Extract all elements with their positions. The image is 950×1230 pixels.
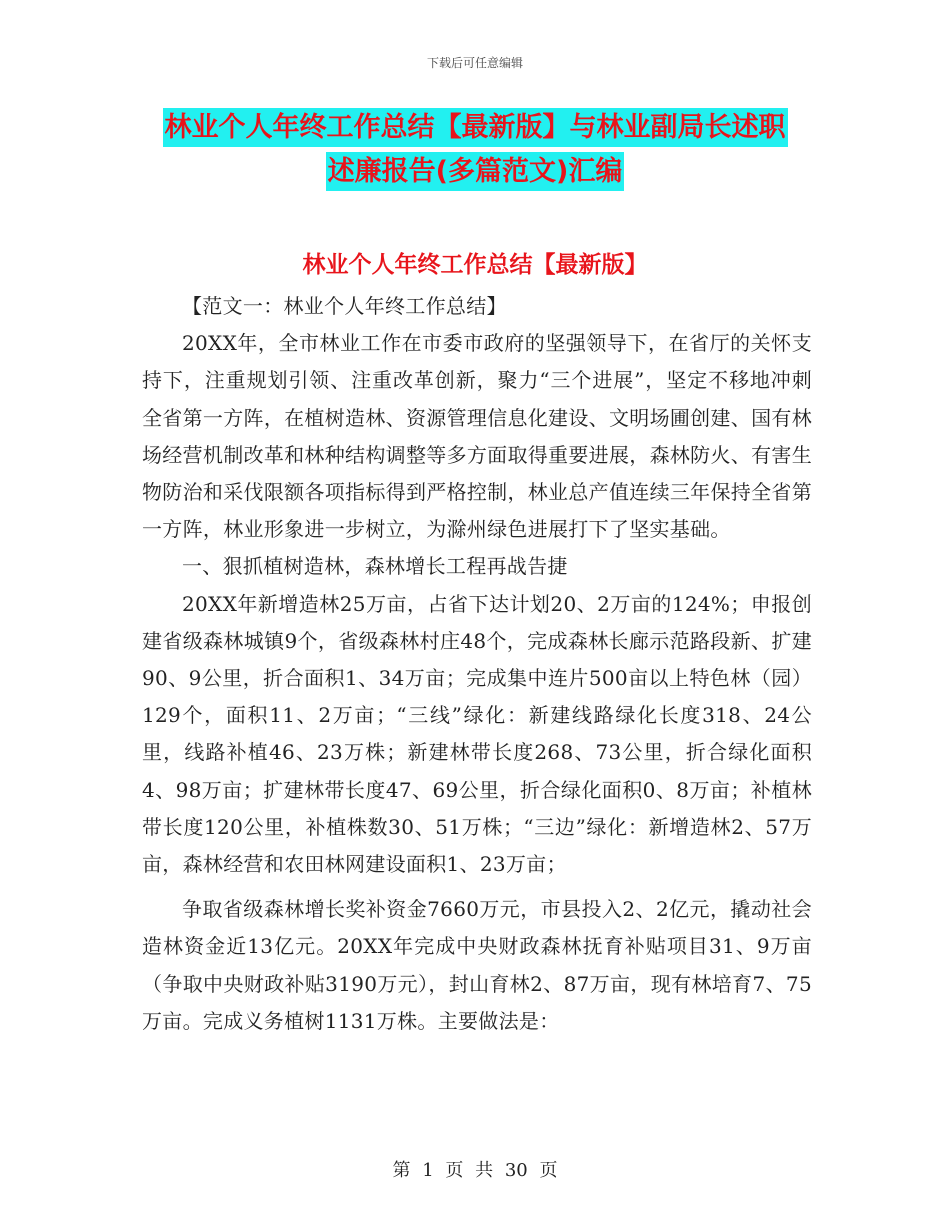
paragraph-afforestation: 20XX年新增造林25万亩，占省下达计划20、2万亩的124%；申报创建省级森林城镇9个，省级森林村庄48个，完成森林长廊示范路段新、扩建90、9公里，折合面积1、34万亩；完成集中连片500亩以上特色林（园）129个，面积11、2万亩；“三线”绿化：新建线路绿化长度318、24公里，线路补植46、23万株；新建林带长度268、73公里，折合绿化面积4、98万亩；扩建林带长度47、69公里，折合绿化面积0、8万亩；补植林带长度120公里，补植株数30、51万株；“三边”绿化：新增造林2、57万亩，森林经营和农田林网建设面积1、23万亩； — [142, 591, 812, 877]
header-note: 下载后可任意编辑 — [426, 56, 523, 70]
title-highlight-1: 林业个人年终工作总结【最新版】与林业副局长述职 — [163, 108, 788, 147]
paragraph-intro: 20XX年，全市林业工作在市委市政府的坚强领导下，在省厅的关怀支持下，注重规划引领、注重改革创新，聚力“三个进展”，坚定不移地冲刺全省第一方阵，在植树造林、资源管理信息化建设、文明场圃创建、国有林场经营机制改革和林种结构调整等多方面取得重要进展，森林防火、有害生物防治和采伐限额各项指标得到严格控制，林业总产值连续三年保持全省第一方阵，林业形象进一步树立，为滁州绿色进展打下了坚实基础。 — [142, 331, 812, 542]
section-title: 林业个人年终工作总结【最新版】 — [302, 252, 648, 278]
page-number: 第 1 页 共 30 页 — [392, 1160, 558, 1181]
paragraph-sample-heading: 【范文一：林业个人年终工作总结】 — [182, 294, 507, 318]
title-highlight-2: 述廉报告(多篇范文)汇编 — [326, 152, 625, 191]
paragraph-heading-1: 一、狠抓植树造林，森林增长工程再战告捷 — [182, 554, 568, 579]
document-body — [142, 288, 812, 1040]
paragraph-funding: 争取省级森林增长奖补资金7660万元，市县投入2、2亿元，撬动社会造林资金近13亿元。20XX年完成中央财政森林抚育补贴项目31、9万亩（争取中央财政补贴3190万元），封山育林2、87万亩，现有林培育7、75万亩。完成义务植树1131万株。主要做法是： — [142, 897, 812, 1033]
document-title-line-1 — [0, 112, 950, 144]
document-title-line-2 — [0, 156, 950, 188]
